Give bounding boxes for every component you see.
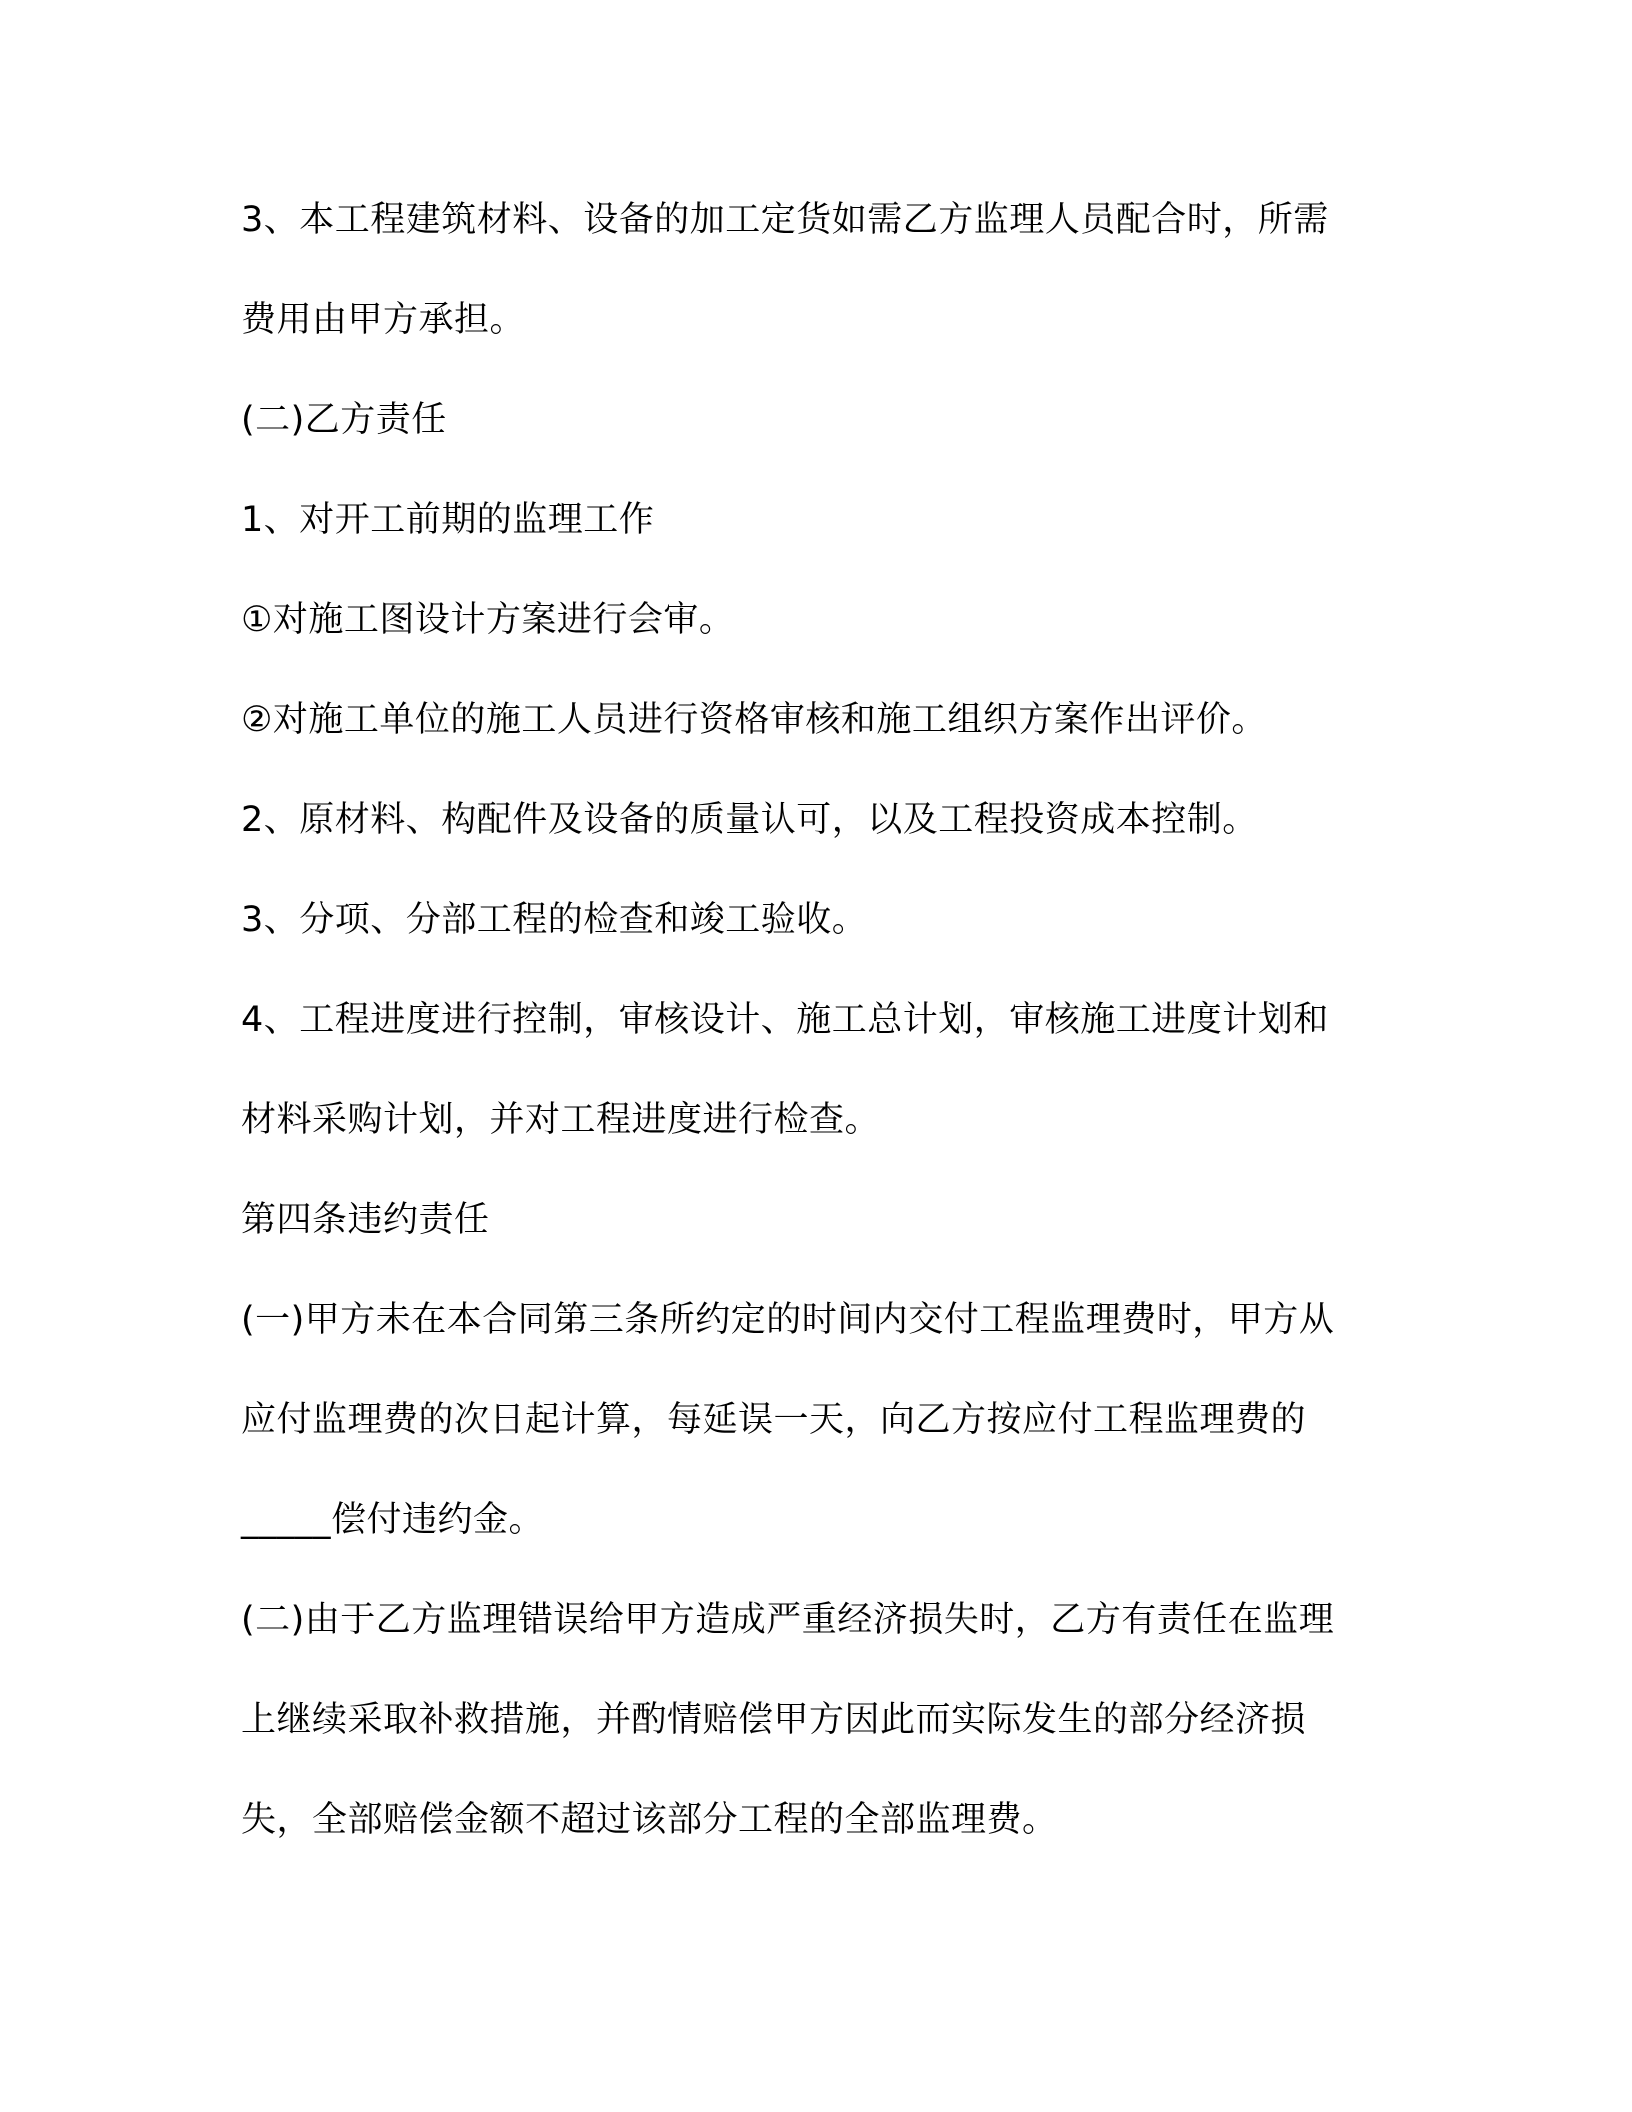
text-line: 1、对开工前期的监理工作 xyxy=(241,500,655,540)
text-line: 费用由甲方承担。 xyxy=(241,300,526,340)
text-line: 2、原材料、构配件及设备的质量认可，以及工程投资成本控制。 xyxy=(241,800,1258,840)
text-line: _____偿付违约金。 xyxy=(241,1500,545,1540)
text-line: 4、工程进度进行控制，审核设计、施工总计划，审核施工进度计划和 xyxy=(241,1000,1329,1040)
text-line: 材料采购计划，并对工程进度进行检查。 xyxy=(241,1100,881,1140)
text-line: (二)由于乙方监理错误给甲方造成严重经济损失时，乙方有责任在监理 xyxy=(241,1600,1335,1640)
text-line: 应付监理费的次日起计算，每延误一天，向乙方按应付工程监理费的 xyxy=(241,1400,1307,1440)
text-line: 3、本工程建筑材料、设备的加工定货如需乙方监理人员配合时，所需 xyxy=(241,200,1329,240)
section-heading: (二)乙方责任 xyxy=(241,400,447,440)
text-line: 上继续采取补救措施，并酌情赔偿甲方因此而实际发生的部分经济损 xyxy=(241,1700,1307,1740)
list-item: ①对施工图设计方案进行会审。 xyxy=(241,600,735,640)
text-line: 失，全部赔偿金额不超过该部分工程的全部监理费。 xyxy=(241,1800,1058,1840)
article-heading: 第四条违约责任 xyxy=(241,1200,490,1240)
text-line: (一)甲方未在本合同第三条所约定的时间内交付工程监理费时，甲方从 xyxy=(241,1300,1335,1340)
list-item: ②对施工单位的施工人员进行资格审核和施工组织方案作出评价。 xyxy=(241,700,1267,740)
text-line: 3、分项、分部工程的检查和竣工验收。 xyxy=(241,900,868,940)
